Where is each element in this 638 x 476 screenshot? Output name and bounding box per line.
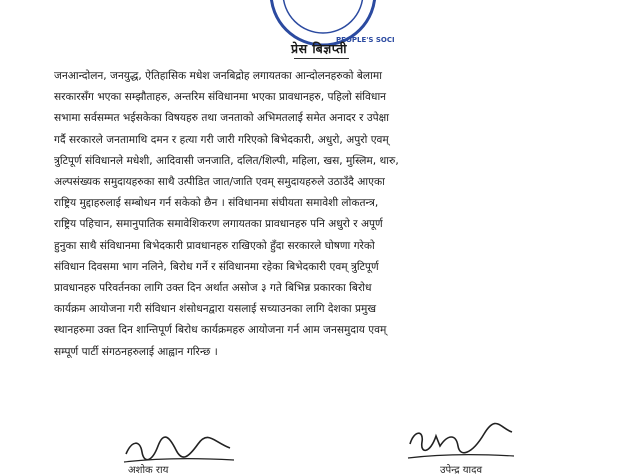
body-line: गर्दै सरकारले जनतामाथि दमन र हत्या गरी जारी गरिएको बिभेदकारी, अधुरो, अपुरो एवम् xyxy=(54,133,389,146)
body-line: राष्ट्रिय पहिचान, समानुपातिक समावेशिकरण लगायतका प्रावधानहरु पनि अधुरो र अपूर्ण xyxy=(54,218,383,231)
signatory-name-right: उपेन्द्र यादव xyxy=(440,465,482,476)
body-line: संविधान दिवसमा भाग नलिने, बिरोध गर्ने र संविधानमा रहेका बिभेदकारी एवम् त्रुटिपूर्ण xyxy=(54,260,379,273)
svg-text:PEOPLE'S SOCI: PEOPLE'S SOCI xyxy=(336,36,395,44)
press-release-title: प्रेस बिज्ञप्ती xyxy=(290,41,347,56)
body-line: जनआन्दोलन, जनयुद्ध, ऐतिहासिक मधेश जनबिद्रोह लगायतका आन्दोलनहरुको बेलामा xyxy=(54,70,382,82)
body-line: सम्पूर्ण पार्टी संगठनहरुलाई आह्वान गरिन्छ । xyxy=(54,345,218,358)
body-line: प्रावधानहरु परिवर्तनका लागि उक्त दिन अर्थात असोज ३ गते बिभिन्न प्रकारका बिरोध xyxy=(54,282,372,295)
title-underline xyxy=(294,58,349,59)
body-line: स्थानहरुमा उक्त दिन शान्तिपूर्ण बिरोध कार्यक्रमहरु आयोजना गर्न आम जनसमुदाय एवम् xyxy=(54,324,387,337)
body-line: अल्पसंख्यक समुदायहरुका साथै उत्पीडित जात/जाति एवम् समुदायहरुले उठाउँदै आएका xyxy=(54,176,385,189)
press-release-body xyxy=(54,66,612,363)
body-line: हुनुका साथै संविधानमा बिभेदकारी प्रावधानहरु राखिएको हुँदा सरकारले घोषणा गरेको xyxy=(54,239,375,252)
body-line: सभामा सर्वसम्मत भईसकेका विषयहरु तथा जनताको अभिमतलाई समेत अनादर र उपेक्षा xyxy=(54,112,389,125)
signatory-name-left: अशोक राय xyxy=(128,465,169,476)
body-line: राष्ट्रिय मुद्दाहरुलाई सम्बोधन गर्न सकेको छैन । संविधानमा संघीयता समावेशी लोकतन्त्र, xyxy=(54,197,379,210)
body-line: कार्यक्रम आयोजना गरी संविधान शंसोधनद्वारा यसलाई सच्याउनका लागि देशका प्रमुख xyxy=(54,303,377,316)
body-line: सरकारसँग भएका सम्झौताहरु, अन्तरिम संविधानमा भएका प्रावधानहरु, पहिलो संविधान xyxy=(54,91,387,104)
body-line: त्रुटिपूर्ण संविधानले मधेशी, आदिवासी जनजाति, दलित/शिल्पी, महिला, खस, मुस्लिम, थारु, xyxy=(54,154,399,167)
